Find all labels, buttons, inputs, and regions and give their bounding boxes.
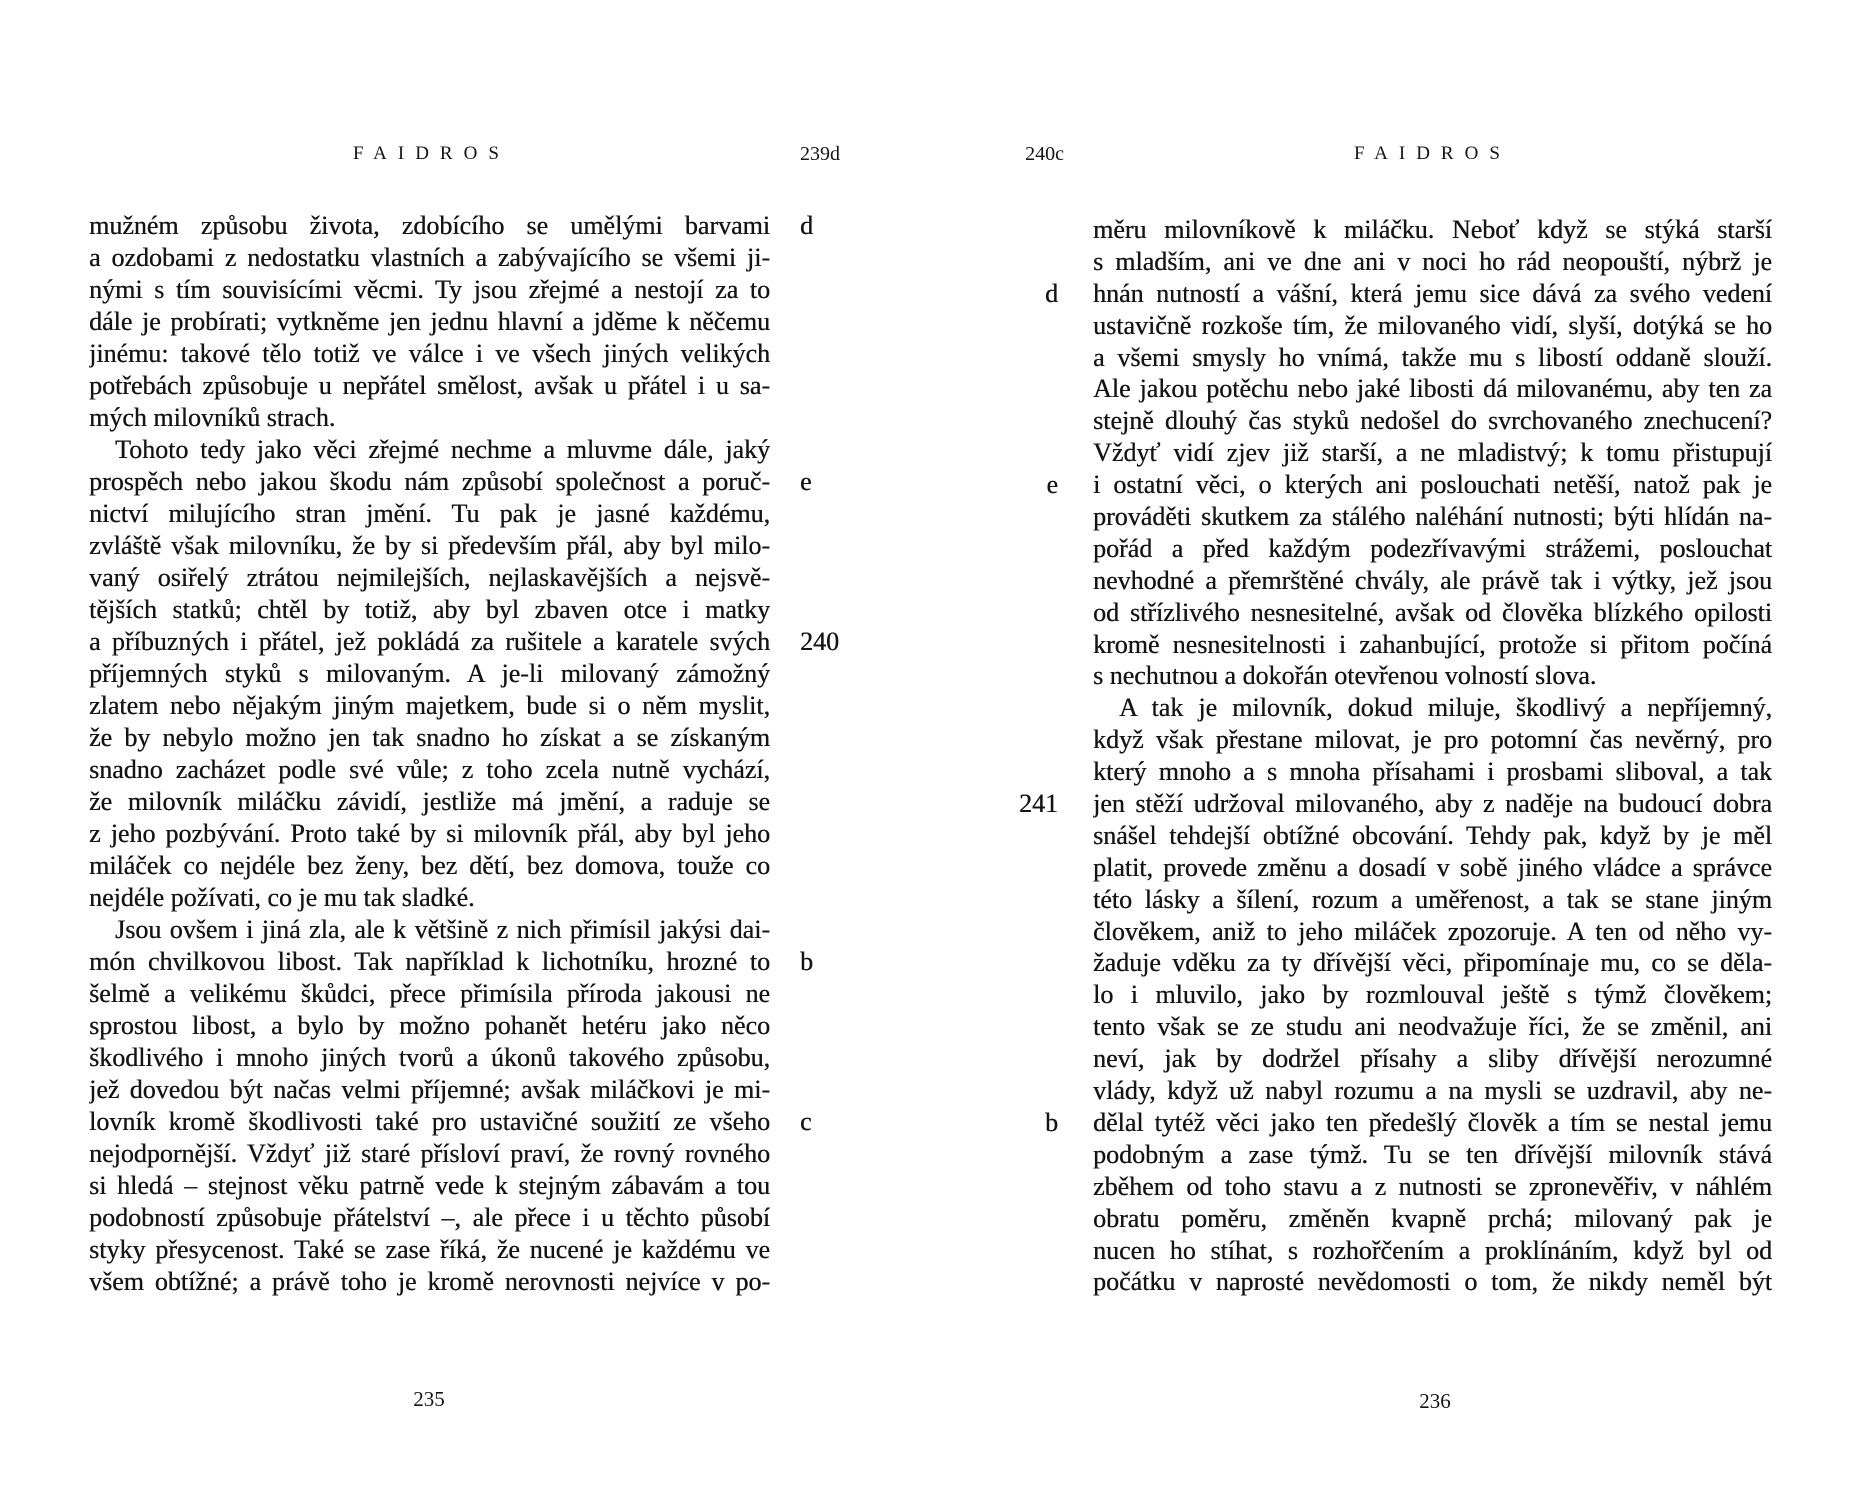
- text-line: tějších statků; chtěl by totiž, aby byl zbaven otce i matky: [89, 595, 770, 624]
- text-line: ustavičně rozkoše tím, že milovaného vidí, slyší, dotýká se ho: [1093, 310, 1772, 340]
- margin-reference: 240: [800, 627, 839, 656]
- text-line: neví, jak by dodržel přísahy a sliby dřívější nerozumné: [1093, 1044, 1772, 1074]
- text-line: hnán nutností a vášní, která jemu sice dává za svého vedení: [1093, 278, 1772, 308]
- text-line: příjemných styků s milovaným. A je-li milovaný zámožný: [89, 659, 770, 688]
- paragraph: [89, 210, 813, 434]
- text-line: pořád a před každým podezřívavými strážemi, poslouchat: [1093, 533, 1772, 563]
- text-line: žaduje vděku za ty dřívější věci, připomínaje mu, co se děla-: [1093, 948, 1772, 978]
- margin-reference: d: [1045, 278, 1058, 308]
- text-line-with-reference: [89, 210, 813, 242]
- text-line: mých milovníků strach.: [89, 403, 336, 432]
- text-line: a všemi smysly ho vnímá, takže mu s libostí oddaně slouží.: [1093, 342, 1772, 372]
- text-line: lo i mluvilo, jako by rozmlouval ještě s týmž člověkem;: [1093, 980, 1772, 1010]
- text-line: Jsou ovšem i jiná zla, ale k většině z nich přimísil jakýsi dai-: [115, 915, 770, 944]
- text-line: dělal tytéž věci jako ten předešlý člověk a tím se nestal jemu: [1093, 1107, 1772, 1137]
- text-line: že milovník miláčku závidí, jestliže má jmění, a raduje se: [89, 787, 770, 816]
- page-number: 236: [1419, 1389, 1451, 1413]
- margin-reference: c: [800, 1107, 812, 1136]
- text-line: platit, provede změnu a dosadí v sobě jiného vládce a správce: [1093, 852, 1772, 882]
- text-line: zlatem nebo nějakým jiným majetkem, bude si o něm myslit,: [89, 691, 770, 720]
- text-line: této lásky a šílení, rozum a uměřenost, a tak se stane jiným: [1093, 884, 1772, 914]
- text-line: s mladším, ani ve dne ani v noci ho rád neopouští, nýbrž je: [1093, 246, 1772, 276]
- text-line: prospěch nebo jakou škodu nám způsobí společnost a poruč-: [89, 467, 770, 496]
- text-line: miláček co nejdéle bez ženy, bez dětí, bez domova, touže co: [89, 851, 770, 880]
- text-line: vlády, když už nabyl rozumu a na mysli se uzdravil, aby ne-: [1093, 1076, 1772, 1106]
- text-line-with-reference: [89, 946, 813, 978]
- page-number: 235: [413, 1387, 445, 1411]
- text-line-with-reference: [89, 1106, 812, 1138]
- text-line: nucen ho stíhat, s rozhořčením a proklínáním, když byl od: [1093, 1235, 1772, 1265]
- text-line: A tak je milovník, dokud miluje, škodlivý a nepříjemný,: [1119, 693, 1772, 723]
- text-line: Vždyť vidí zjev již starší, a ne mladistvý; k tomu přistupují: [1093, 438, 1772, 468]
- margin-reference: 241: [1019, 789, 1058, 819]
- text-line: z jeho pozbývání. Proto také by si milovník přál, aby byl jeho: [89, 819, 770, 848]
- text-line: podobností způsobuje přátelství –, ale přece i u těchto působí: [89, 1203, 770, 1232]
- text-line: nevhodné a přemrštěné chvály, ale právě tak i výtky, jež jsou: [1093, 565, 1772, 595]
- text-line: prováděti skutkem za stálého naléhání nutnosti; býti hlídán na-: [1093, 502, 1772, 532]
- text-line: vaný osiřelý ztrátou nejmilejších, nejlaskavějších a nejsvě-: [89, 563, 770, 592]
- text-line-with-reference: [1019, 788, 1772, 820]
- running-head: FAIDROS: [1354, 143, 1511, 164]
- body-text: [1019, 214, 1772, 1298]
- text-line: škodlivého i mnoho jiných tvorů a úkonů takového způsobu,: [89, 1043, 770, 1072]
- text-line-with-reference: [1045, 1107, 1772, 1139]
- text-line-with-reference: [89, 626, 839, 658]
- text-line: obratu poměru, změněn kvapně prchá; milovaný pak je: [1093, 1203, 1772, 1233]
- margin-reference: b: [1045, 1107, 1058, 1137]
- text-line: jinému: takové tělo totiž ve válce i ve všech jiných velikých: [89, 339, 770, 368]
- margin-reference: e: [1046, 470, 1058, 500]
- text-line: člověkem, aniž to jeho miláček zpozoruje. A ten od něho vy-: [1093, 916, 1772, 946]
- text-line: si hledá – stejnost věku patrně vede k stejným zábavám a tou: [89, 1171, 770, 1200]
- text-line: lovník kromě škodlivosti také pro ustavičné soužití ze všeho: [89, 1107, 770, 1136]
- text-line: sprostou libost, a bylo by možno pohanět hetéru jako něco: [89, 1011, 770, 1040]
- text-line: všem obtížné; a právě toho je kromě nerovnosti nejvíce v po-: [89, 1267, 770, 1296]
- text-line: který mnoho a s mnoha přísahami i prosbami sliboval, a tak: [1093, 757, 1772, 787]
- text-line: kromě nesnesitelnosti i zahanbující, protože si přitom počíná: [1093, 629, 1772, 659]
- text-line: Ale jakou potěchu nebo jaké libosti dá milovanému, aby ten za: [1093, 374, 1772, 404]
- text-line: a ozdobami z nedostatku vlastních a zabývajícího se všemi ji-: [89, 243, 770, 272]
- text-line: stejně dlouhý čas styků nedošel do svrchovaného znechucení?: [1093, 406, 1772, 436]
- text-line: nými s tím souvisícími věcmi. Ty jsou zřejmé a nestojí za to: [89, 275, 770, 304]
- text-line: mužném způsobu života, zdobícího se umělými barvami: [89, 211, 770, 240]
- text-line: měru milovníkově k miláčku. Neboť když se stýká starší: [1093, 215, 1772, 244]
- margin-reference: b: [800, 947, 813, 976]
- text-line: zběhem od toho stavu a z nutnosti se zpronevěřiv, v náhlém: [1093, 1171, 1772, 1201]
- margin-reference: d: [800, 211, 813, 240]
- text-line: nejodpornější. Vždyť již staré přísloví praví, že rovný rovného: [89, 1139, 770, 1168]
- body-text: [89, 210, 839, 1298]
- text-line: i ostatní věci, o kterých ani poslouchati netěší, natož pak je: [1093, 470, 1772, 500]
- running-head: FAIDROS: [353, 143, 510, 164]
- stephanus-reference: 240c: [1025, 143, 1064, 165]
- paragraph: [1045, 214, 1772, 692]
- paragraph: [89, 434, 839, 914]
- paragraph: [89, 914, 813, 1298]
- text-line: Tohoto tedy jako věci zřejmé nechme a mluvme dále, jaký: [115, 435, 770, 464]
- text-line: nejdéle požívati, co je mu tak sladké.: [89, 883, 475, 912]
- text-line: snášel tehdejší obtížné obcování. Tehdy pak, když by je měl: [1093, 820, 1772, 850]
- text-line: potřebách způsobuje u nepřátel smělost, avšak u přátel i u sa-: [89, 371, 770, 400]
- text-line: nictví milujícího stran jmění. Tu pak je jasné každému,: [89, 499, 770, 528]
- text-line: món chvilkovou libost. Tak například k lichotníku, hrozné to: [89, 947, 770, 976]
- text-line-with-reference: [1045, 278, 1772, 310]
- text-line-with-reference: [1046, 469, 1772, 501]
- text-line: šelmě a velikému škůdci, přece přimísila příroda jakousi ne: [89, 979, 770, 1008]
- stephanus-reference: 239d: [800, 143, 840, 165]
- text-line: s nechutnou a dokořán otevřenou volností slova.: [1093, 661, 1597, 691]
- text-line: podobným a zase týmž. Tu se ten dřívější milovník stává: [1093, 1139, 1772, 1169]
- text-line: tento však se ze studu ani neodvažuje říci, že se změnil, ani: [1093, 1012, 1772, 1042]
- margin-reference: e: [800, 467, 812, 496]
- text-line: počátku v naprosté nevědomosti o tom, že nikdy neměl být: [1093, 1267, 1772, 1297]
- text-line: zvláště však milovníku, že by si především přál, aby byl milo-: [89, 531, 770, 560]
- text-line: dále je probírati; vytkněme jen jednu hlavní a jděme k něčemu: [89, 307, 770, 336]
- paragraph: [1019, 692, 1772, 1298]
- text-line: snadno zacházet podle své vůle; z toho zcela nutně vychází,: [89, 755, 770, 784]
- text-line-with-reference: [89, 466, 812, 498]
- text-line: od střízlivého nesnesitelné, avšak od člověka blízkého opilosti: [1093, 597, 1772, 627]
- text-line: a příbuzných i přátel, jež pokládá za rušitele a karatele svých: [89, 627, 770, 656]
- text-line: že by nebylo možno jen tak snadno ho získat a se získaným: [89, 723, 770, 752]
- text-line: styky přesycenost. Také se zase říká, že nucené je každému ve: [89, 1235, 770, 1264]
- text-line: když však přestane milovat, je pro potomní čas nevěrný, pro: [1093, 725, 1772, 755]
- text-line: jež dovedou být načas velmi příjemné; avšak miláčkovi je mi-: [89, 1075, 770, 1104]
- text-line: jen stěží udržoval milovaného, aby z naděje na budoucí dobra: [1093, 789, 1772, 819]
